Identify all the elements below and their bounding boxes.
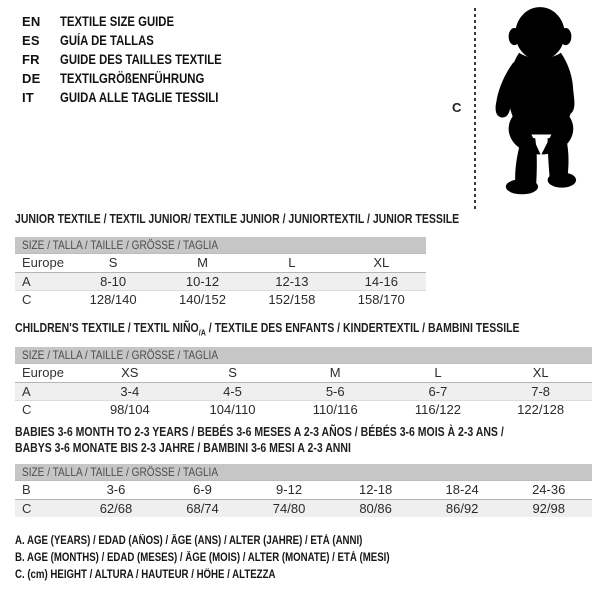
measurement-figure	[440, 0, 600, 215]
guide-title-fr: GUIDE DES TAILLES TEXTILE	[60, 52, 222, 67]
row-label: A	[15, 272, 68, 290]
babies-size-table	[15, 464, 592, 517]
row-label: A	[15, 382, 78, 400]
size-cell: S	[68, 254, 157, 272]
size-header-bar	[15, 464, 592, 481]
size-cell: 12-18	[332, 481, 419, 499]
row-label: Europe	[15, 364, 78, 382]
size-cell: XL	[337, 254, 426, 272]
size-cell: 62/68	[73, 499, 160, 517]
row-label: C	[15, 499, 73, 517]
size-cell: 86/92	[419, 499, 506, 517]
language-row-en	[22, 12, 253, 31]
size-cell: M	[158, 254, 247, 272]
size-cell: 14-16	[337, 272, 426, 290]
footnote-c: C. (cm) HEIGHT / ALTURA / HAUTEUR / HÖHE / ALTEZZA	[15, 569, 276, 581]
row-label: C	[22, 401, 32, 417]
guide-title-de: TEXTILGRÖßENFÜHRUNG	[60, 71, 205, 86]
size-cell: 140/152	[179, 291, 226, 307]
size-cell: 4-5	[181, 382, 284, 400]
language-code: DE	[22, 71, 41, 86]
size-cell: 9-12	[246, 481, 333, 499]
children-table	[15, 364, 592, 418]
size-cell: 6-9	[159, 481, 246, 499]
size-cell: 104/110	[209, 401, 256, 417]
language-row-de	[22, 69, 253, 88]
language-title-list	[22, 12, 253, 107]
junior-section-heading	[15, 212, 544, 226]
size-header-bar	[15, 347, 592, 364]
babies-table	[15, 481, 592, 517]
row-label: B	[15, 481, 73, 499]
language-row-it	[22, 88, 253, 107]
size-cell: 24-36	[505, 481, 592, 499]
guide-title-es: GUÍA DE TALLAS	[60, 33, 154, 48]
size-header-text: SIZE / TALLA / TAILLE / GRÖSSE / TAGLIA	[22, 465, 219, 479]
size-cell: 3-6	[73, 481, 160, 499]
size-cell: 158/170	[357, 291, 405, 307]
size-cell: 10-12	[158, 272, 247, 290]
row-label: C	[22, 291, 32, 307]
guide-title-en: TEXTILE SIZE GUIDE	[60, 14, 175, 29]
footnote-a: A. AGE (YEARS) / EDAD (AÑOS) / ÂGE (ANS) / ALTER (JAHRE) / ETÀ (ANNI)	[15, 535, 363, 547]
children-section-heading	[15, 321, 600, 338]
junior-table	[15, 254, 426, 308]
language-code: EN	[22, 14, 41, 29]
size-cell: 12-13	[247, 272, 336, 290]
size-header-text: SIZE / TALLA / TAILLE / GRÖSSE / TAGLIA	[22, 238, 219, 252]
children-heading-text: CHILDREN'S TEXTILE / TEXTIL $NIÑO_{/A}$ / TEXTILE DES ENFANTS / KINDERTEXTIL / BAMBINI TESSILE	[15, 321, 520, 338]
table-row	[15, 499, 592, 517]
size-cell: L	[387, 364, 490, 382]
size-cell: XS	[78, 364, 181, 382]
babies-heading-line1: BABIES 3-6 MONTH TO 2-3 YEARS / BEBÉS 3-6 MESES A 2-3 AÑOS / BÉBÉS 3-6 MOIS À 2-3 ANS /	[15, 425, 504, 439]
table-row	[15, 364, 592, 382]
size-cell: S	[181, 364, 284, 382]
size-cell: 92/98	[505, 499, 592, 517]
table-row	[15, 254, 426, 272]
table-row	[15, 272, 426, 290]
size-cell: 74/80	[246, 499, 333, 517]
height-measure-dotted-line	[474, 8, 476, 210]
size-cell: 6-7	[387, 382, 490, 400]
size-cell: 116/122	[414, 401, 461, 417]
language-row-fr	[22, 50, 253, 69]
size-cell: 18-24	[419, 481, 506, 499]
size-cell: 68/74	[159, 499, 246, 517]
language-code: FR	[22, 52, 40, 67]
table-row	[15, 481, 592, 499]
size-cell: 8-10	[68, 272, 157, 290]
size-cell: XL	[489, 364, 592, 382]
table-row	[15, 290, 426, 308]
table-row	[15, 400, 592, 418]
size-header-text: SIZE / TALLA / TAILLE / GRÖSSE / TAGLIA	[22, 348, 219, 362]
size-cell: 128/140	[89, 291, 137, 307]
language-row-es	[22, 31, 253, 50]
babies-section-heading	[15, 424, 597, 456]
footnote-b: B. AGE (MONTHS) / EDAD (MESES) / ÂGE (MOIS) / ALTER (MONATE) / ETÀ (MESI)	[15, 552, 390, 564]
size-cell: 152/158	[268, 291, 316, 307]
row-label: Europe	[15, 254, 68, 272]
size-cell: 110/116	[312, 401, 358, 417]
table-row	[15, 382, 592, 400]
size-cell: 122/128	[517, 401, 565, 417]
size-cell: 7-8	[489, 382, 592, 400]
language-code: IT	[22, 90, 34, 105]
size-cell: M	[284, 364, 387, 382]
babies-heading-line2: BABYS 3-6 MONATE BIS 2-3 JAHRE / BAMBINI 3-6 MESI A 2-3 ANNI	[15, 441, 351, 455]
size-header-bar	[15, 237, 426, 254]
size-cell: 3-4	[78, 382, 181, 400]
children-size-table	[15, 347, 592, 418]
size-cell: 80/86	[332, 499, 419, 517]
footnote-list	[15, 535, 461, 586]
size-cell: 5-6	[284, 382, 387, 400]
size-cell: 98/104	[109, 401, 150, 417]
junior-size-table	[15, 237, 426, 308]
guide-title-it: GUIDA ALLE TAGLIE TESSILI	[60, 90, 219, 105]
language-code: ES	[22, 33, 40, 48]
junior-heading-text: JUNIOR TEXTILE / TEXTIL JUNIOR/ TEXTILE JUNIOR / JUNIORTEXTIL / JUNIOR TESSILE	[15, 212, 460, 226]
baby-silhouette-icon	[483, 4, 597, 206]
size-cell: L	[247, 254, 336, 272]
height-measure-label: C	[452, 100, 462, 115]
